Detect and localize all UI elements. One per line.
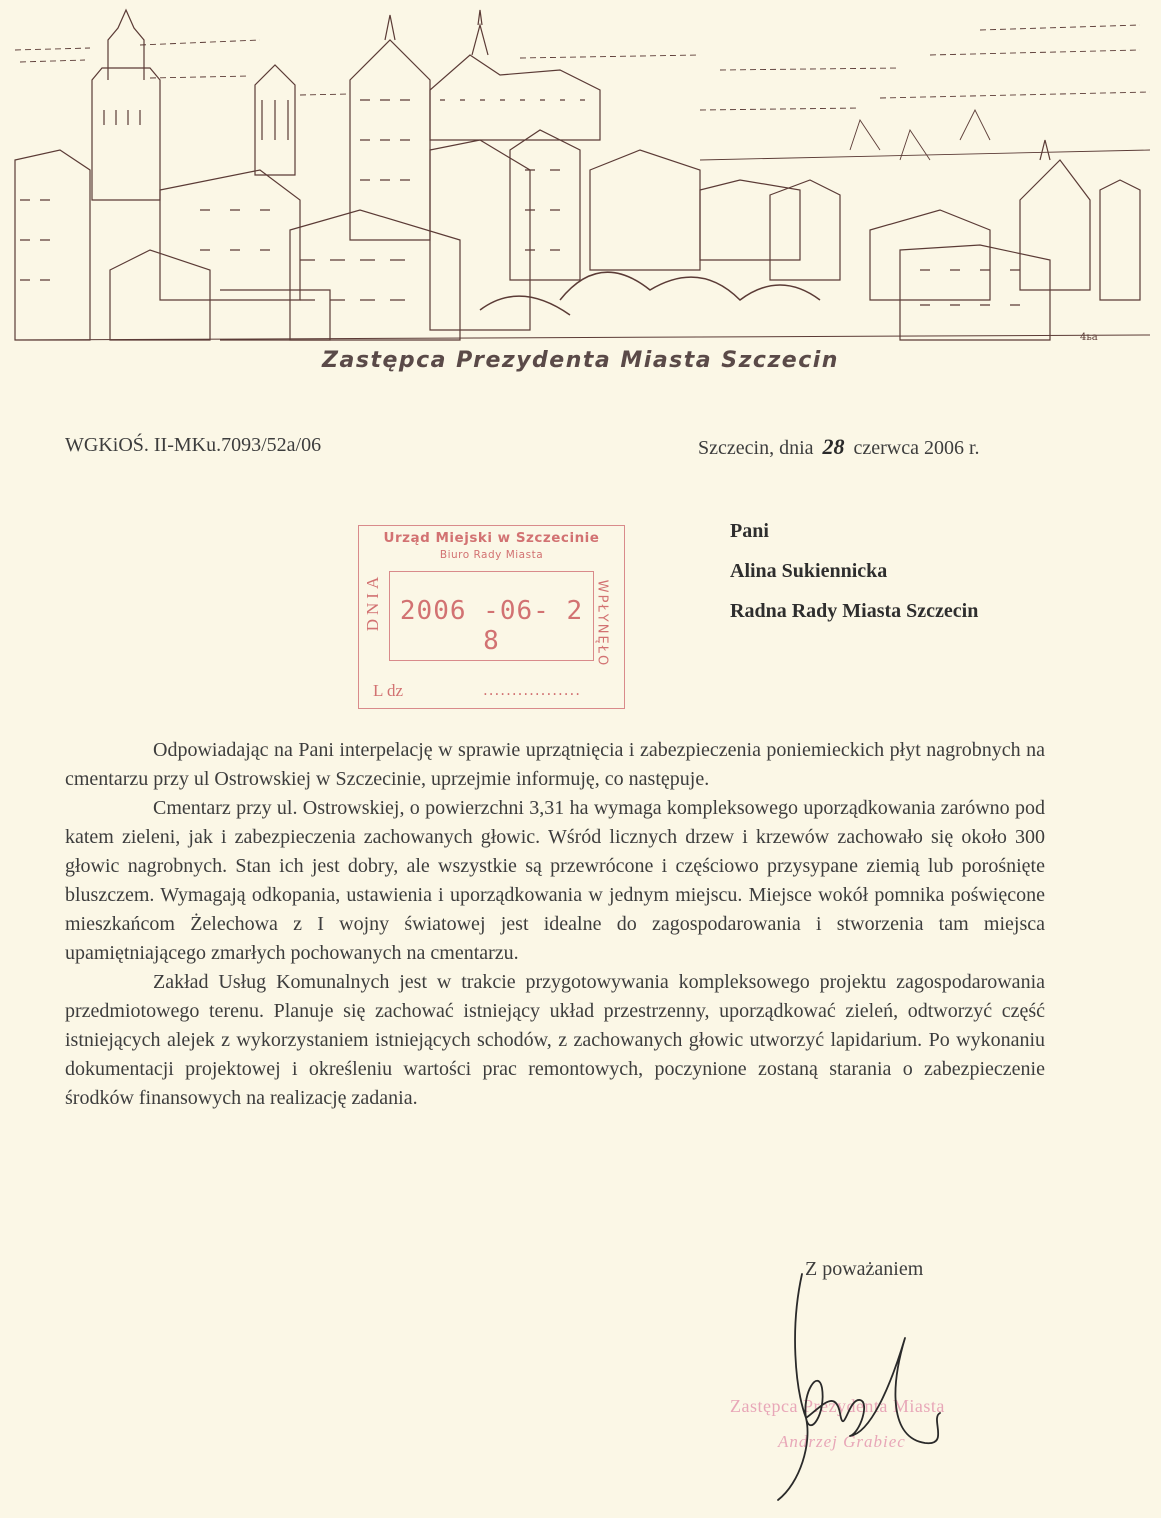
dateline-prefix: Szczecin, dnia: [698, 437, 814, 459]
stamp-wplynelo-label: WPŁYNĘŁO: [594, 579, 610, 668]
stamp-office-name: Urząd Miejski w Szczecinie: [383, 530, 600, 546]
stamp-dots: .................: [483, 681, 582, 699]
signature-stamp-title: Zastępca Prezydenta Miasta: [730, 1396, 945, 1416]
artist-mark: 4ьа: [1080, 332, 1098, 343]
stamp-ldz-label: L dz: [373, 681, 404, 700]
handwritten-signature: [740, 1268, 1020, 1508]
signature-stamp-name: Andrzej Grabiec: [778, 1432, 906, 1451]
city-skyline-illustration: [0, 0, 1161, 345]
stamp-date-box: [389, 571, 594, 661]
stamp-date: 2006 -06- 2 8: [399, 596, 584, 656]
received-stamp: [358, 525, 625, 709]
addressee-block: [730, 520, 978, 640]
paragraph: Odpowiadając na Pani interpelację w sprawie uprzątnięcia i zabezpieczenia poniemieckich płyt nagrobnych na cmentarzu przy ul Ostrowskiej w Szczecinie, uprzejmie informuję, co następuje.: [65, 739, 1045, 790]
paragraph: Cmentarz przy ul. Ostrowskiej, o powierzchni 3,31 ha wymaga kompleksowego uporządkowania zarówno pod katem zieleni, jak i zabezpieczenia zachowanych głowic. Wśród licznych drzew i krzewów zachowało się około 300 głowic nagrobnych. Stan ich jest dobry, ale wszystkie są przewrócone i częściowo przysypane ziemią lub porośnięte bluszczem. Wymagają odkopania, ustawienia i uporządkowania w jednym miejscu. Miejsce wokół pomnika poświęcone mieszkańcom Żelechowa z I wojny światowej jest idealne do zagospodarowania i stworzenia tam miejsca upamiętniającego zmarłych pochowanych na cmentarzu.: [65, 797, 1045, 964]
addressee-name: Alina Sukiennicka: [730, 560, 888, 582]
stamp-department: Biuro Rady Miasta: [439, 549, 544, 561]
office-title: Zastępca Prezydenta Miasta Szczecin: [322, 348, 839, 373]
stamp-dnia-label: DNIA: [363, 572, 382, 632]
addressee-salutation: Pani: [730, 520, 769, 542]
reference-number: WGKiOŚ. II-MKu.7093/52a/06: [65, 434, 322, 456]
dateline-suffix: czerwca 2006 r.: [853, 437, 980, 459]
dateline: [698, 434, 980, 460]
dateline-day: 28: [822, 434, 845, 459]
paragraph: Zakład Usług Komunalnych jest w trakcie przygotowywania kompleksowego projektu zagospodarowania przedmiotowego terenu. Planuje się zachować istniejący układ przestrzenny, uporządkować zieleń, odtworzyć część istniejących alejek z wykorzystaniem istniejących schodów, z zachowanych głowic utworzyć lapidarium. Po wykonaniu dokumentacji projektowej i określeniu wartości prac remontowych, poczynione zostaną starania o zabezpieczenie środków finansowych na realizację zadania.: [65, 971, 1045, 1109]
addressee-role: Radna Rady Miasta Szczecin: [730, 600, 979, 622]
closing-phrase: Z poważaniem: [805, 1258, 924, 1280]
letter-body: [65, 736, 1045, 1113]
